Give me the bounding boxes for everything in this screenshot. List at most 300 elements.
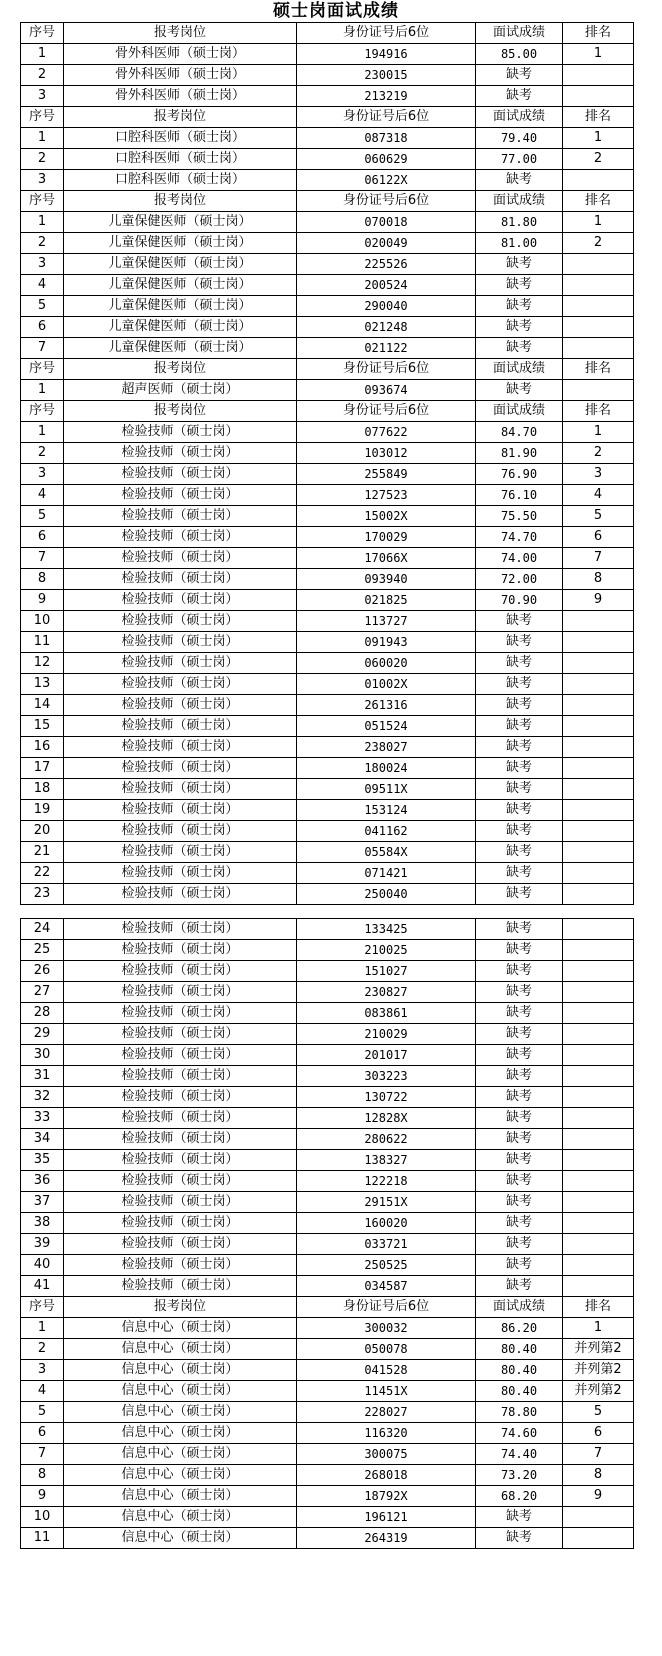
table-row — [21, 296, 634, 317]
cell-id: 091943 — [297, 632, 476, 653]
cell-no: 16 — [21, 737, 64, 758]
cell-no: 1 — [21, 128, 64, 149]
cell-no: 37 — [21, 1192, 64, 1213]
cell-post: 信息中心（硕士岗） — [64, 1381, 297, 1402]
cell-id: 300032 — [297, 1318, 476, 1339]
cell-no: 1 — [21, 1318, 64, 1339]
cell-id: 087318 — [297, 128, 476, 149]
table-row — [21, 821, 634, 842]
table-row — [21, 569, 634, 590]
header-cell-post: 报考岗位 — [64, 107, 297, 128]
table-row — [21, 485, 634, 506]
cell-no: 13 — [21, 674, 64, 695]
cell-rank: 9 — [563, 590, 634, 611]
cell-rank: 1 — [563, 44, 634, 65]
cell-rank — [563, 1213, 634, 1234]
cell-score: 缺考 — [476, 1276, 563, 1297]
cell-no: 2 — [21, 443, 64, 464]
table-row — [21, 1465, 634, 1486]
header-cell-rank: 排名 — [563, 1297, 634, 1318]
table-row — [21, 527, 634, 548]
cell-id: 160020 — [297, 1213, 476, 1234]
cell-post: 检验技师（硕士岗） — [64, 569, 297, 590]
header-cell-rank: 排名 — [563, 191, 634, 212]
cell-post: 检验技师（硕士岗） — [64, 1213, 297, 1234]
cell-score: 缺考 — [476, 653, 563, 674]
table-row — [21, 443, 634, 464]
cell-post: 检验技师（硕士岗） — [64, 590, 297, 611]
table-row — [21, 674, 634, 695]
header-cell-score: 面试成绩 — [476, 23, 563, 44]
cell-score: 缺考 — [476, 1255, 563, 1276]
cell-id: 15002X — [297, 506, 476, 527]
score-sheet — [0, 22, 662, 1549]
cell-no: 3 — [21, 86, 64, 107]
gap-cell — [297, 905, 476, 919]
cell-post: 检验技师（硕士岗） — [64, 961, 297, 982]
cell-rank — [563, 674, 634, 695]
gap-cell — [64, 905, 297, 919]
cell-score: 76.10 — [476, 485, 563, 506]
header-cell-score: 面试成绩 — [476, 401, 563, 422]
cell-id: 021122 — [297, 338, 476, 359]
table-row — [21, 1507, 634, 1528]
cell-rank — [563, 884, 634, 905]
cell-score: 81.90 — [476, 443, 563, 464]
cell-score: 缺考 — [476, 800, 563, 821]
cell-id: 213219 — [297, 86, 476, 107]
cell-score: 缺考 — [476, 296, 563, 317]
cell-rank — [563, 86, 634, 107]
cell-no: 6 — [21, 1423, 64, 1444]
cell-post: 检验技师（硕士岗） — [64, 1129, 297, 1150]
cell-post: 检验技师（硕士岗） — [64, 1255, 297, 1276]
cell-id: 12828X — [297, 1108, 476, 1129]
table-row — [21, 1150, 634, 1171]
cell-post: 儿童保健医师（硕士岗） — [64, 317, 297, 338]
cell-id: 09511X — [297, 779, 476, 800]
cell-id: 051524 — [297, 716, 476, 737]
table-row — [21, 940, 634, 961]
cell-score: 缺考 — [476, 1066, 563, 1087]
cell-post: 信息中心（硕士岗） — [64, 1402, 297, 1423]
cell-score: 80.40 — [476, 1360, 563, 1381]
page-title: 硕士岗面试成绩 — [273, 1, 399, 21]
cell-post: 检验技师（硕士岗） — [64, 779, 297, 800]
cell-no: 38 — [21, 1213, 64, 1234]
cell-no: 40 — [21, 1255, 64, 1276]
table-row — [21, 44, 634, 65]
cell-score: 缺考 — [476, 1108, 563, 1129]
cell-score: 缺考 — [476, 1213, 563, 1234]
header-cell-post: 报考岗位 — [64, 401, 297, 422]
cell-post: 儿童保健医师（硕士岗） — [64, 254, 297, 275]
cell-no: 5 — [21, 1402, 64, 1423]
cell-no: 15 — [21, 716, 64, 737]
cell-id: 250040 — [297, 884, 476, 905]
cell-id: 071421 — [297, 863, 476, 884]
cell-no: 31 — [21, 1066, 64, 1087]
cell-no: 34 — [21, 1129, 64, 1150]
table-row — [21, 1108, 634, 1129]
cell-id: 153124 — [297, 800, 476, 821]
cell-no: 20 — [21, 821, 64, 842]
cell-no: 11 — [21, 1528, 64, 1549]
cell-post: 检验技师（硕士岗） — [64, 1234, 297, 1255]
cell-rank — [563, 716, 634, 737]
cell-post: 检验技师（硕士岗） — [64, 884, 297, 905]
cell-rank: 2 — [563, 443, 634, 464]
cell-post: 信息中心（硕士岗） — [64, 1318, 297, 1339]
table-row — [21, 919, 634, 940]
cell-rank — [563, 254, 634, 275]
cell-rank — [563, 380, 634, 401]
cell-rank — [563, 1024, 634, 1045]
cell-rank: 8 — [563, 1465, 634, 1486]
cell-rank — [563, 758, 634, 779]
cell-score: 缺考 — [476, 961, 563, 982]
cell-no: 6 — [21, 527, 64, 548]
cell-rank — [563, 919, 634, 940]
table-row — [21, 1276, 634, 1297]
cell-rank: 1 — [563, 128, 634, 149]
cell-id: 093940 — [297, 569, 476, 590]
cell-no: 14 — [21, 695, 64, 716]
score-table-body — [21, 23, 634, 1549]
cell-id: 194916 — [297, 44, 476, 65]
table-row — [21, 317, 634, 338]
cell-rank — [563, 863, 634, 884]
cell-no: 29 — [21, 1024, 64, 1045]
cell-rank — [563, 695, 634, 716]
cell-rank: 9 — [563, 1486, 634, 1507]
table-row — [21, 338, 634, 359]
cell-post: 检验技师（硕士岗） — [64, 548, 297, 569]
table-row — [21, 1024, 634, 1045]
header-cell-post: 报考岗位 — [64, 23, 297, 44]
cell-score: 缺考 — [476, 611, 563, 632]
cell-score: 80.40 — [476, 1339, 563, 1360]
cell-post: 儿童保健医师（硕士岗） — [64, 275, 297, 296]
cell-no: 41 — [21, 1276, 64, 1297]
cell-id: 122218 — [297, 1171, 476, 1192]
cell-no: 7 — [21, 338, 64, 359]
header-cell-rank: 排名 — [563, 107, 634, 128]
cell-score: 77.00 — [476, 149, 563, 170]
cell-score: 缺考 — [476, 1150, 563, 1171]
cell-score: 缺考 — [476, 86, 563, 107]
cell-rank — [563, 317, 634, 338]
table-row — [21, 170, 634, 191]
cell-rank: 5 — [563, 1402, 634, 1423]
cell-rank: 2 — [563, 149, 634, 170]
cell-score: 缺考 — [476, 1171, 563, 1192]
table-row — [21, 961, 634, 982]
cell-post: 信息中心（硕士岗） — [64, 1528, 297, 1549]
cell-rank — [563, 1108, 634, 1129]
header-cell-id: 身份证号后6位 — [297, 359, 476, 380]
cell-rank — [563, 1045, 634, 1066]
cell-post: 信息中心（硕士岗） — [64, 1339, 297, 1360]
cell-id: 021825 — [297, 590, 476, 611]
header-cell-no: 序号 — [21, 191, 64, 212]
cell-id: 138327 — [297, 1150, 476, 1171]
table-header-row — [21, 23, 634, 44]
table-row — [21, 863, 634, 884]
cell-score: 86.20 — [476, 1318, 563, 1339]
cell-post: 检验技师（硕士岗） — [64, 1108, 297, 1129]
cell-no: 5 — [21, 296, 64, 317]
cell-post: 口腔科医师（硕士岗） — [64, 128, 297, 149]
cell-id: 303223 — [297, 1066, 476, 1087]
cell-no: 33 — [21, 1108, 64, 1129]
cell-score: 80.40 — [476, 1381, 563, 1402]
cell-post: 检验技师（硕士岗） — [64, 464, 297, 485]
cell-post: 检验技师（硕士岗） — [64, 485, 297, 506]
cell-id: 11451X — [297, 1381, 476, 1402]
cell-id: 280622 — [297, 1129, 476, 1150]
table-row — [21, 1444, 634, 1465]
cell-score: 缺考 — [476, 1003, 563, 1024]
cell-id: 070018 — [297, 212, 476, 233]
cell-score: 缺考 — [476, 919, 563, 940]
cell-score: 缺考 — [476, 1129, 563, 1150]
table-row — [21, 590, 634, 611]
cell-id: 130722 — [297, 1087, 476, 1108]
cell-rank — [563, 982, 634, 1003]
cell-no: 7 — [21, 548, 64, 569]
cell-rank: 1 — [563, 422, 634, 443]
cell-no: 4 — [21, 1381, 64, 1402]
cell-id: 180024 — [297, 758, 476, 779]
cell-no: 2 — [21, 1339, 64, 1360]
header-cell-no: 序号 — [21, 401, 64, 422]
table-row — [21, 695, 634, 716]
cell-rank — [563, 940, 634, 961]
cell-id: 041528 — [297, 1360, 476, 1381]
table-row — [21, 128, 634, 149]
cell-post: 检验技师（硕士岗） — [64, 1171, 297, 1192]
table-row — [21, 1087, 634, 1108]
cell-id: 261316 — [297, 695, 476, 716]
cell-no: 3 — [21, 1360, 64, 1381]
header-cell-id: 身份证号后6位 — [297, 107, 476, 128]
cell-id: 103012 — [297, 443, 476, 464]
cell-rank — [563, 1150, 634, 1171]
cell-rank — [563, 800, 634, 821]
table-row — [21, 800, 634, 821]
table-row — [21, 1318, 634, 1339]
cell-score: 缺考 — [476, 884, 563, 905]
cell-no: 4 — [21, 485, 64, 506]
cell-rank — [563, 632, 634, 653]
cell-rank — [563, 1528, 634, 1549]
table-row — [21, 149, 634, 170]
cell-no: 25 — [21, 940, 64, 961]
cell-rank — [563, 65, 634, 86]
header-cell-post: 报考岗位 — [64, 1297, 297, 1318]
cell-post: 儿童保健医师（硕士岗） — [64, 233, 297, 254]
table-row — [21, 464, 634, 485]
table-row — [21, 632, 634, 653]
cell-score: 74.00 — [476, 548, 563, 569]
cell-post: 骨外科医师（硕士岗） — [64, 65, 297, 86]
cell-post: 检验技师（硕士岗） — [64, 758, 297, 779]
cell-score: 81.00 — [476, 233, 563, 254]
header-cell-score: 面试成绩 — [476, 107, 563, 128]
cell-no: 2 — [21, 233, 64, 254]
cell-id: 225526 — [297, 254, 476, 275]
cell-post: 检验技师（硕士岗） — [64, 821, 297, 842]
cell-rank — [563, 170, 634, 191]
cell-post: 检验技师（硕士岗） — [64, 1003, 297, 1024]
cell-no: 22 — [21, 863, 64, 884]
cell-score: 缺考 — [476, 863, 563, 884]
page-break-gap — [21, 905, 634, 919]
table-row — [21, 611, 634, 632]
cell-rank — [563, 1066, 634, 1087]
cell-id: 200524 — [297, 275, 476, 296]
cell-no: 28 — [21, 1003, 64, 1024]
cell-post: 检验技师（硕士岗） — [64, 919, 297, 940]
table-row — [21, 1213, 634, 1234]
cell-rank: 6 — [563, 527, 634, 548]
cell-score: 缺考 — [476, 758, 563, 779]
cell-score: 缺考 — [476, 842, 563, 863]
header-cell-no: 序号 — [21, 23, 64, 44]
cell-score: 85.00 — [476, 44, 563, 65]
header-cell-score: 面试成绩 — [476, 191, 563, 212]
cell-no: 8 — [21, 569, 64, 590]
table-row — [21, 716, 634, 737]
cell-rank — [563, 961, 634, 982]
table-row — [21, 1255, 634, 1276]
cell-id: 210025 — [297, 940, 476, 961]
cell-post: 检验技师（硕士岗） — [64, 737, 297, 758]
gap-cell — [21, 905, 64, 919]
table-row — [21, 1402, 634, 1423]
cell-post: 骨外科医师（硕士岗） — [64, 44, 297, 65]
cell-rank — [563, 1087, 634, 1108]
cell-score: 缺考 — [476, 737, 563, 758]
cell-score: 缺考 — [476, 821, 563, 842]
cell-id: 17066X — [297, 548, 476, 569]
table-row — [21, 1381, 634, 1402]
table-header-row — [21, 1297, 634, 1318]
table-row — [21, 653, 634, 674]
cell-rank — [563, 737, 634, 758]
cell-post: 检验技师（硕士岗） — [64, 611, 297, 632]
cell-no: 26 — [21, 961, 64, 982]
cell-id: 033721 — [297, 1234, 476, 1255]
cell-post: 检验技师（硕士岗） — [64, 1066, 297, 1087]
cell-rank: 并列第2 — [563, 1381, 634, 1402]
cell-id: 034587 — [297, 1276, 476, 1297]
cell-score: 缺考 — [476, 1192, 563, 1213]
cell-score: 73.20 — [476, 1465, 563, 1486]
cell-id: 041162 — [297, 821, 476, 842]
cell-rank: 5 — [563, 506, 634, 527]
cell-no: 24 — [21, 919, 64, 940]
cell-no: 36 — [21, 1171, 64, 1192]
cell-post: 口腔科医师（硕士岗） — [64, 170, 297, 191]
cell-id: 201017 — [297, 1045, 476, 1066]
cell-id: 210029 — [297, 1024, 476, 1045]
cell-no: 12 — [21, 653, 64, 674]
table-row — [21, 1234, 634, 1255]
cell-score: 81.80 — [476, 212, 563, 233]
table-row — [21, 1423, 634, 1444]
table-row — [21, 1192, 634, 1213]
cell-post: 检验技师（硕士岗） — [64, 800, 297, 821]
cell-id: 113727 — [297, 611, 476, 632]
cell-no: 3 — [21, 170, 64, 191]
cell-rank: 并列第2 — [563, 1360, 634, 1381]
cell-post: 儿童保健医师（硕士岗） — [64, 212, 297, 233]
cell-score: 缺考 — [476, 1087, 563, 1108]
cell-score: 76.90 — [476, 464, 563, 485]
cell-post: 儿童保健医师（硕士岗） — [64, 338, 297, 359]
cell-id: 050078 — [297, 1339, 476, 1360]
cell-no: 3 — [21, 254, 64, 275]
cell-post: 检验技师（硕士岗） — [64, 863, 297, 884]
cell-score: 75.50 — [476, 506, 563, 527]
cell-score: 84.70 — [476, 422, 563, 443]
cell-no: 8 — [21, 1465, 64, 1486]
cell-score: 缺考 — [476, 170, 563, 191]
cell-id: 29151X — [297, 1192, 476, 1213]
cell-post: 检验技师（硕士岗） — [64, 422, 297, 443]
table-row — [21, 1339, 634, 1360]
cell-no: 1 — [21, 212, 64, 233]
cell-score: 78.80 — [476, 1402, 563, 1423]
cell-post: 检验技师（硕士岗） — [64, 1276, 297, 1297]
cell-id: 300075 — [297, 1444, 476, 1465]
cell-id: 18792X — [297, 1486, 476, 1507]
cell-post: 检验技师（硕士岗） — [64, 982, 297, 1003]
cell-post: 超声医师（硕士岗） — [64, 380, 297, 401]
score-table — [20, 22, 634, 1549]
cell-no: 1 — [21, 380, 64, 401]
cell-rank — [563, 1234, 634, 1255]
cell-no: 39 — [21, 1234, 64, 1255]
cell-no: 19 — [21, 800, 64, 821]
cell-no: 7 — [21, 1444, 64, 1465]
table-row — [21, 1486, 634, 1507]
cell-post: 检验技师（硕士岗） — [64, 632, 297, 653]
table-row — [21, 86, 634, 107]
header-cell-id: 身份证号后6位 — [297, 401, 476, 422]
cell-id: 255849 — [297, 464, 476, 485]
cell-score: 缺考 — [476, 940, 563, 961]
table-row — [21, 758, 634, 779]
cell-no: 4 — [21, 275, 64, 296]
header-cell-no: 序号 — [21, 359, 64, 380]
cell-score: 缺考 — [476, 695, 563, 716]
cell-rank: 6 — [563, 1423, 634, 1444]
cell-post: 信息中心（硕士岗） — [64, 1360, 297, 1381]
cell-id: 290040 — [297, 296, 476, 317]
cell-score: 68.20 — [476, 1486, 563, 1507]
table-row — [21, 254, 634, 275]
table-row — [21, 1171, 634, 1192]
table-row — [21, 380, 634, 401]
cell-rank — [563, 653, 634, 674]
cell-score: 缺考 — [476, 275, 563, 296]
cell-id: 05584X — [297, 842, 476, 863]
cell-post: 检验技师（硕士岗） — [64, 1087, 297, 1108]
cell-id: 230015 — [297, 65, 476, 86]
